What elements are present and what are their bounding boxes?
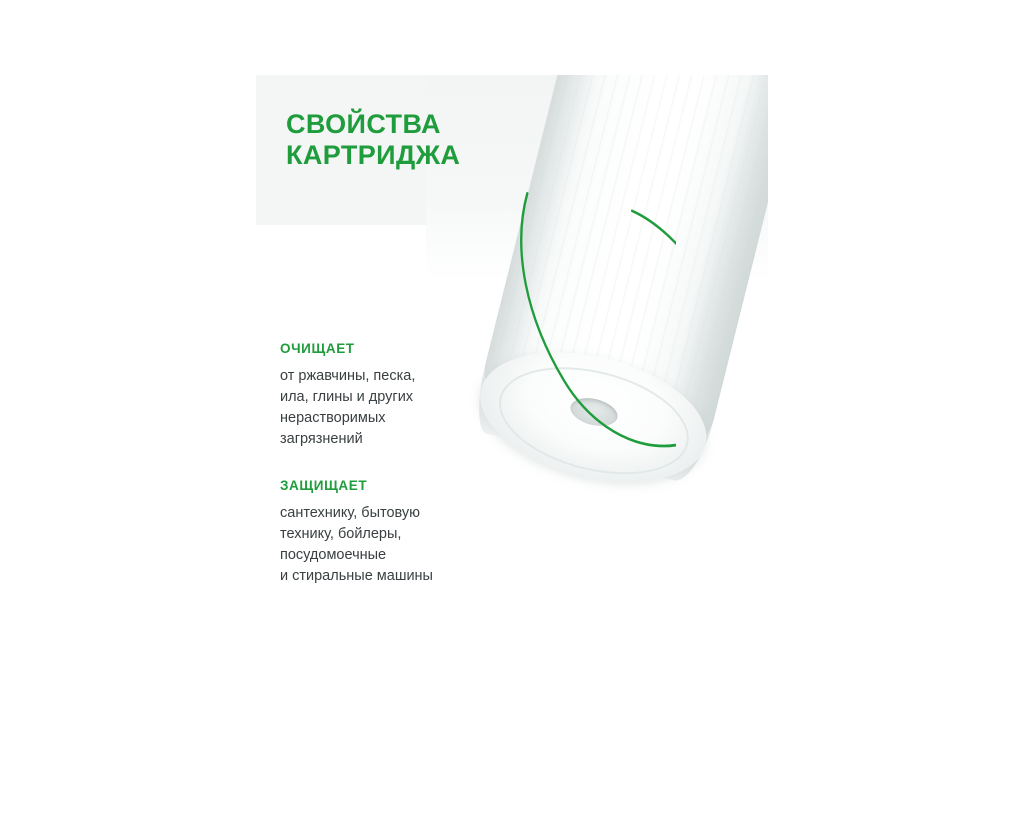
feature-text-protects (280, 503, 495, 587)
feature-text-cleans-line-2: ила, глины и других (280, 389, 414, 405)
page-title (286, 109, 616, 171)
feature-text-cleans-line-3: нерастворимых (280, 410, 386, 426)
feature-text-protects-line-1: сантехнику, бытовую (280, 505, 421, 521)
product-feature-banner (256, 75, 768, 765)
page-title-line-1: СВОЙСТВА (286, 109, 441, 139)
feature-text-cleans-line-4: загрязнений (280, 431, 363, 447)
feature-title-protects: ЗАЩИЩАЕТ (280, 478, 368, 493)
feature-item-cleans (280, 341, 540, 450)
feature-text-protects-line-4: и стиральные машины (280, 568, 433, 584)
page-title-line-2: КАРТРИДЖА (286, 140, 461, 170)
feature-title-cleans: ОЧИЩАЕТ (280, 341, 355, 356)
feature-item-protects (280, 478, 540, 587)
feature-list (280, 341, 540, 615)
feature-text-protects-line-2: технику, бойлеры, (280, 526, 402, 542)
feature-text-cleans-line-1: от ржавчины, песка, (280, 368, 416, 384)
feature-text-cleans (280, 366, 495, 450)
feature-text-protects-line-3: посудомоечные (280, 547, 387, 563)
